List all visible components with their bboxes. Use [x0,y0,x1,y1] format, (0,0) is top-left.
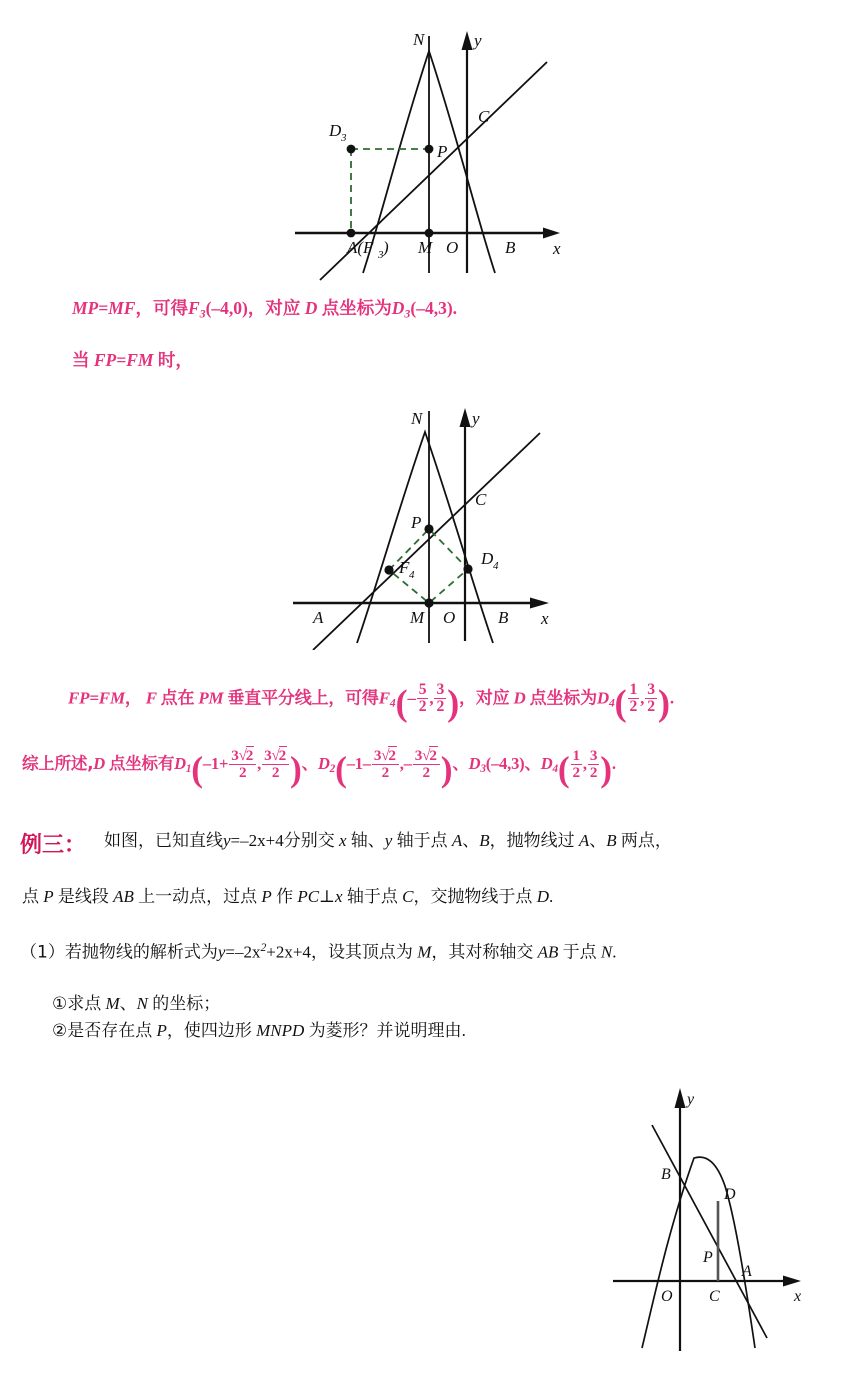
point-D3 [347,145,356,154]
l6-dian: 点 [22,887,39,907]
l4-sep3: 、 [524,754,541,774]
l1-dianzuobiao: 点坐标为 [321,299,392,319]
l4-p1-close: ) [290,748,302,789]
label-O: O [443,608,456,627]
l5-B: B [479,831,490,850]
label-A: A [313,608,324,627]
label-D3 [328,121,347,144]
l3-f4x-sign: – [407,688,416,708]
l5-rutu: 如图，已知直线 [104,831,223,851]
figure-case-mp-equals-mf [285,18,570,283]
l6-perp: ⊥ [319,887,336,906]
l1-F-coord: (–4,0) [205,298,248,318]
l5-A2: A [578,831,590,850]
text-line-sub-question-1 [52,995,220,1013]
l1-D3-coord: (–4,3) [410,298,453,318]
l7-eq-a: =–2x [225,942,261,962]
label-F4 [398,558,415,581]
l9-MNPD: MNPD [256,1021,305,1040]
l7-num: （1） [20,942,65,963]
text-line-sub-question-2 [52,1022,466,1040]
l5-eq-rest: =–2x+4 [230,831,284,850]
l7-she: 设其顶点为 [327,942,413,963]
svg-text:F: F [399,558,410,577]
l7-eq-y: y [217,942,226,962]
point-M [424,598,433,607]
svg-text:3: 3 [341,132,347,144]
figure-case-fp-equals-fm [285,395,570,650]
label-O: O [661,1288,673,1305]
l1-D3: D [391,298,405,318]
l3-duiying: 对应 [475,688,510,709]
l5-paowuxian: 抛物线过 [506,831,575,851]
l7-N: N [600,942,613,962]
l7-comma2: ， [431,942,449,963]
l7-period: . [612,942,617,962]
l4-period: . [611,754,616,774]
label-x-axis: x [553,239,561,258]
parabola-curve [357,432,493,643]
l4-d1x-frac: $\frac{3√2}{2}$ [229,748,256,781]
label-D4 [480,549,499,572]
l2-eq: FP=FM [93,350,154,370]
label-C: C [475,490,487,509]
l7-eq-pow: 2 [260,941,267,954]
l3-comma2: ， [328,688,346,709]
l3-d4x-frac: $\frac{1}{2}$ [629,681,638,716]
example-three-heading: 例三： [20,833,87,858]
label-P: P [411,513,422,532]
l1-D3-sub: 3 [404,306,411,321]
label-y-axis: y [474,31,482,50]
l3-F: F [145,688,157,708]
l9-shi: 使四边形 [183,1021,252,1041]
l4-c1: , [257,754,262,774]
l6-P2: P [261,887,272,906]
text-line-problem-statement-1 [104,832,672,850]
l5-eq-y: y [223,831,231,850]
text-line-summary-d-coords [22,747,616,789]
svg-text:D: D [329,121,342,140]
svg-text:): ) [383,238,389,257]
l6-zhouyudian: 轴于点 [346,887,398,907]
l4-D1-sub: 1 [185,763,192,776]
l6-jiao: 交抛物线于点 [430,887,533,907]
point-P [424,524,433,533]
l6-x: x [335,887,343,906]
point-D4 [463,564,472,573]
l5-zhou1: 轴、 [350,831,385,851]
l4-D: D [93,754,105,774]
l8-N: N [136,994,149,1013]
l2-shi: 时 [157,351,176,371]
l4-sep1: 、 [301,754,318,774]
l4-dianzuobiaoyou: 点坐标有 [108,754,175,774]
l4-d2y-frac: $\frac{3√2}{2}$ [413,748,440,781]
l4-d3-coord: (–4,3) [485,754,525,774]
label-D: D [724,1186,736,1203]
l3-dianzai: 点在 [160,688,195,709]
label-x-axis: x [794,1288,802,1305]
l1-period: . [452,298,458,318]
line-AB [652,1125,767,1338]
l9-weilingxing: 为菱形？并说明理由 [308,1021,462,1041]
l4-D4-sub: 4 [552,763,558,776]
l1-duiying: 对应 [265,299,301,319]
l9-period: . [461,1021,466,1040]
l7-M: M [417,942,432,962]
l3-paren2-close: ) [657,682,670,724]
l4-D4: D [540,754,553,774]
point-P [425,145,434,154]
l4-c4: , [582,754,587,774]
label-C: C [709,1288,720,1305]
l4-D1: D [174,754,186,774]
l9-shifou: 是否存在点 [67,1021,153,1041]
label-B: B [661,1166,671,1183]
svg-text:4: 4 [409,569,415,581]
l4-p1-open: ( [191,748,203,789]
l3-f4x-frac: $\frac{5}{2}$ [418,681,427,716]
l3-frac2-comma: , [640,688,645,708]
y-axis [460,408,471,641]
l4-D3-sub: 3 [480,763,486,776]
l4-p4-close: ) [600,748,612,789]
l5-dun2: 、 [589,831,607,851]
text-line-problem-statement-2 [22,888,553,906]
l4-d1x-lead: –1+ [202,754,229,774]
l9-marker: ② [52,1021,68,1041]
l1-keda: 可得 [152,299,188,319]
figure3-svg [595,1068,840,1368]
l4-comma0: , [87,754,94,774]
l2-dang: 当 [72,351,90,371]
figure1-svg [285,18,570,283]
l4-p4-open: ( [557,748,570,789]
point-F4 [384,565,393,574]
x-axis [613,1276,801,1287]
text-line-mp-mf [72,300,457,320]
l3-comma1: ， [124,688,142,709]
l5-fenbie: 分别交 [283,831,335,851]
l1-F: F [187,298,200,318]
point-M [425,229,434,238]
l3-F4-sub: 4 [389,696,396,710]
l1-prefix: MP=MF [72,298,136,318]
figure-example-three [595,1068,840,1368]
l7-yudian: 于点 [562,942,597,963]
l8-dun: 、 [119,994,137,1014]
y-axis [675,1088,686,1351]
l3-frac-comma: , [429,688,434,708]
l1-comma1: ， [135,299,153,319]
parabola-curve [642,1157,755,1348]
l4-d4y-frac: $\frac{3}{2}$ [589,747,598,781]
l4-p2-close: ) [440,748,453,789]
l5-y: y [384,831,393,850]
l3-PM: PM [198,688,224,708]
l4-d1y-frac: $\frac{3√2}{2}$ [262,748,289,781]
l6-PC: PC [297,887,320,906]
label-N: N [411,409,423,428]
l9-comma: ， [166,1021,184,1041]
l4-D2-sub: 2 [329,763,336,776]
l6-AB: AB [113,887,134,906]
svg-text:A(F: A(F [347,238,374,257]
l4-d4x-frac: $\frac{1}{2}$ [572,747,580,781]
l6-zuo: 作 [276,887,294,907]
l2-comma: ， [175,351,193,371]
l5-zhou2: 轴于点 [396,831,448,851]
point-A [347,229,356,238]
label-y-axis: y [472,409,480,428]
l3-paren-open: ( [395,682,408,724]
svg-text:D: D [481,549,494,568]
l8-dezuobiao: 的坐标； [152,994,221,1014]
l7-comma1: ， [310,942,328,963]
l4-zongshang: 综上所述 [22,754,88,774]
l5-liangdian: 两点， [620,831,672,851]
figure2-svg [285,395,570,650]
label-B: B [505,238,516,257]
y-axis [462,31,473,273]
l3-paren-close: ) [447,682,460,724]
l5-x: x [338,831,347,850]
l1-D: D [304,298,318,318]
x-axis [293,598,549,609]
l4-p2-open: ( [335,748,347,789]
l6-comma: ， [413,887,431,907]
svg-text:3: 3 [378,249,384,261]
dashed-construction [351,149,429,233]
label-M: M [410,608,425,627]
text-line-when-fp-fm [72,352,193,371]
l4-sep2: 、 [452,754,469,774]
l3-D4-sub: 4 [608,696,615,710]
svg-text:4: 4 [493,560,499,572]
text-line-part-1 [20,942,616,961]
l7-duichen: 其对称轴交 [448,942,534,963]
l1-F-sub: 3 [199,306,206,321]
label-N: N [413,30,425,49]
l7-AB: AB [537,942,559,962]
l8-qiudian: 求点 [67,994,102,1014]
l5-comma: ， [489,831,507,851]
l3-D4: D [596,688,609,708]
text-line-fp-fm-result [68,681,674,724]
l3-F4: F [378,688,390,708]
label-P: P [703,1249,713,1266]
l3-f4y-frac: $\frac{3}{2}$ [436,681,445,716]
l3-dianzuobiao: 点坐标为 [529,688,597,709]
l3-comma3: ， [459,688,476,709]
l7-ruo: 若抛物线的解析式为 [64,942,218,963]
l4-d2x-frac: $\frac{3√2}{2}$ [372,748,399,781]
label-B: B [498,608,509,627]
l3-paren2-open: ( [614,682,627,724]
l9-P: P [156,1021,167,1040]
l1-comma2: ， [247,299,266,319]
l5-dun1: 、 [462,831,480,851]
l6-C: C [402,887,414,906]
l8-marker: ① [52,994,68,1014]
l6-D: D [536,887,549,906]
l3-period: . [669,688,674,708]
l4-d2y-sign: – [403,754,412,774]
l6-shangyi: 上一动点，过点 [138,887,258,907]
l7-eq-b: +2x+4 [266,942,311,962]
l5-A: A [451,831,463,850]
l4-c2: , [399,754,404,774]
label-P: P [437,142,448,161]
l3-keda: 可得 [345,688,379,709]
l6-P: P [43,887,54,906]
l4-D2: D [317,754,330,774]
label-C: C [478,107,490,126]
l3-chuizhi: 垂直平分线上 [227,688,329,709]
l3-d4y-frac: $\frac{3}{2}$ [647,681,655,716]
label-y-axis: y [687,1091,695,1108]
l3-eq: FP=FM [68,688,125,708]
label-O: O [446,238,459,257]
l6-shixianduan: 是线段 [57,887,109,907]
l3-D: D [513,688,526,708]
l8-M: M [105,994,120,1013]
label-x-axis: x [541,609,549,628]
l4-D3: D [468,754,481,774]
l6-period: . [548,887,554,906]
label-M: M [418,238,433,257]
l5-B2: B [606,831,617,850]
l4-d2x-lead: –1– [346,754,371,774]
label-A: A [742,1263,752,1280]
